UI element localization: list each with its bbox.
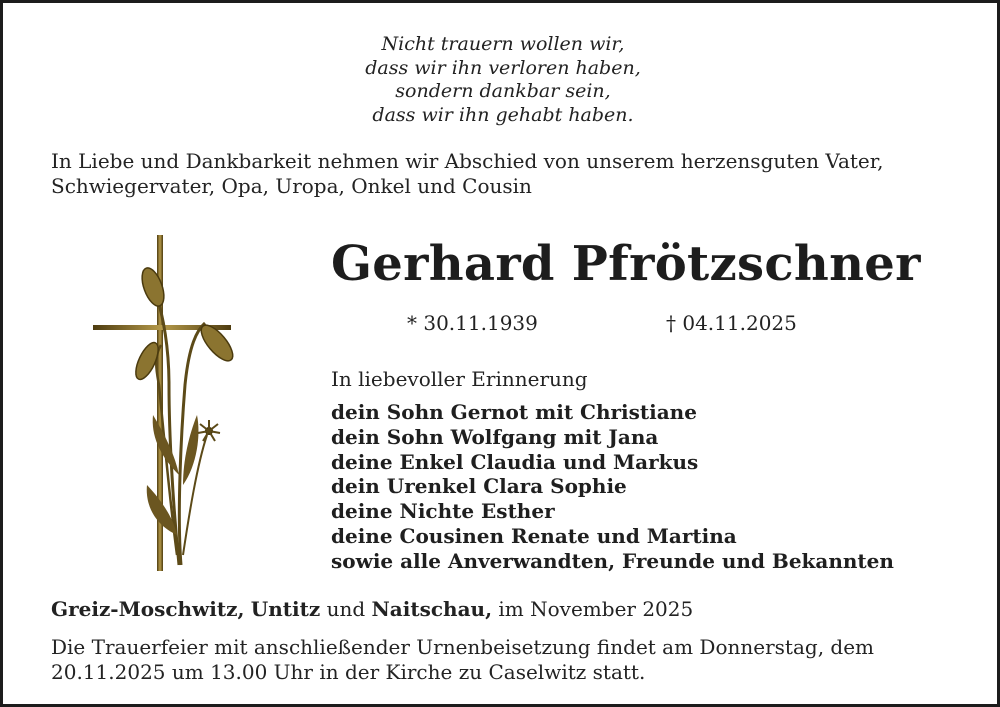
mourners-list [331,400,894,574]
poem [3,33,1000,127]
ceremony-info: Die Trauerfeier mit anschließender Urnenbeisetzung findet am Donnerstag, dem 20.11.2025 um 13.00 Uhr in der Kirche zu Caselwitz statt. [51,635,875,684]
place-town: Untitz [250,597,321,621]
place-town: Naitschau, [371,597,493,621]
notice-date: im November 2025 [498,597,694,621]
mourner-item: deine Cousinen Renate und Martina [331,523,737,548]
life-dates [3,311,1000,339]
poem-line: dass wir ihn verloren haben, [365,56,641,79]
mourner-item: deine Enkel Claudia und Markus [331,449,699,474]
deceased-name: Gerhard Pfrötzschner [331,236,921,292]
place-connector: und [326,597,366,621]
place-town: Greiz-Moschwitz, [51,597,245,621]
poem-line: sondern dankbar sein, [395,80,611,102]
mourner-item: sowie alle Anverwandten, Freunde und Bekannten [331,548,894,573]
birth-date: * 30.11.1939 [407,311,538,335]
mourner-item: dein Sohn Gernot mit Christiane [331,400,697,424]
mourner-item: dein Sohn Wolfgang mit Jana [331,424,659,449]
poem-line: dass wir ihn gehabt haben. [372,103,634,126]
poem-line: Nicht trauern wollen wir, [381,33,625,55]
remembrance-heading: In liebevoller Erinnerung [331,367,588,391]
cross-with-wheat-and-cornflower-icon [89,235,239,575]
death-date: † 04.11.2025 [666,311,797,335]
intro-text: In Liebe und Dankbarkeit nehmen wir Abschied von unserem herzensguten Vater, Schwiegervater, Opa, Uropa, Onkel und Cousin [51,149,884,198]
place-and-date [51,597,693,621]
mourner-item: dein Urenkel Clara Sophie [331,474,627,499]
mourner-item: deine Nichte Esther [331,499,555,524]
